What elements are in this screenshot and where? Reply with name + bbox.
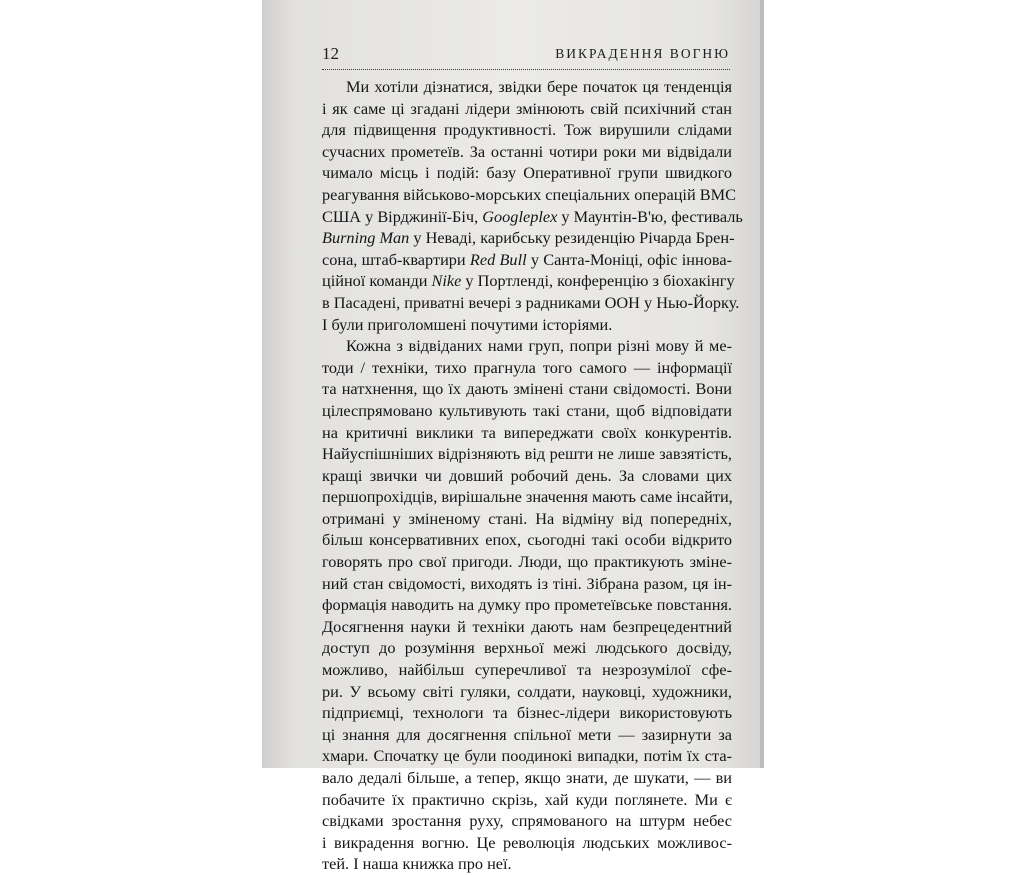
text-line	[322, 76, 732, 98]
text-line	[322, 227, 735, 249]
text-segment: ці знання для досягнення спільної мети — зазирнути за	[322, 724, 732, 744]
text-line	[322, 594, 732, 616]
text-line	[322, 832, 732, 854]
text-line	[322, 270, 735, 292]
text-segment: більш консервативних епох, сьогодні такі особи відкрито	[322, 530, 732, 550]
text-segment: США у Вірджинії-Біч,	[322, 206, 483, 226]
text-segment: у Санта-Моніці, офіс іннова-	[526, 249, 732, 269]
text-segment: у Портленді, конференцію з біохакінгу	[461, 271, 735, 291]
text-segment: для підвищення продуктивності. Тож вирушили слідами	[322, 120, 732, 140]
text-segment: свідками зростання руху, спрямованого на штурм небес	[322, 811, 732, 831]
text-segment: сона, штаб-квартири	[322, 249, 470, 269]
page-header	[322, 44, 730, 66]
text-segment: побачите їх практично скрізь, хай куди поглянете. Ми є	[322, 789, 732, 809]
text-segment: говорять про свої пригоди. Люди, що практикують змінe-	[322, 552, 732, 572]
text-segment: у Маунтін-В'ю, фестиваль	[557, 206, 743, 226]
text-line	[322, 508, 732, 530]
text-line	[322, 184, 736, 206]
text-segment: Найуспішніших відрізняють від решти не лише завзятість,	[322, 444, 732, 464]
text-line	[322, 335, 732, 357]
text-segment: ційної команди	[322, 271, 432, 291]
text-line	[322, 486, 732, 508]
text-line	[322, 422, 732, 444]
text-line	[322, 357, 732, 379]
text-segment: тей. І наша книжка про неї.	[322, 854, 512, 874]
text-line	[322, 789, 732, 811]
text-segment: Досягнення науки й техніки дають нам безпрецедентний	[322, 616, 732, 636]
text-line	[322, 529, 732, 551]
text-segment: ри. У всьому світі гуляки, солдати, науковці, художники,	[322, 681, 732, 701]
text-line	[322, 249, 732, 271]
text-segment: першопрохідців, вирішальне значення мають саме інсайти,	[322, 487, 733, 507]
running-title: ВИКРАДЕННЯ ВОГНЮ	[555, 46, 730, 61]
text-line	[322, 292, 740, 314]
text-line	[322, 551, 732, 573]
text-segment: в Пасадені, приватні вечері з радниками ООН у Нью-Йорку.	[322, 292, 740, 312]
italic-text: Red Bull	[469, 249, 527, 269]
italic-text: Burning Man	[322, 228, 410, 248]
text-segment: кращі звички чи довший робочий день. За словами цих	[322, 465, 732, 485]
italic-text: Googleplex	[482, 206, 558, 226]
text-segment: можливо, найбільш суперечливої та незрозумілої сфе-	[322, 660, 732, 680]
text-segment: І були приголомшені почутими історіями.	[322, 314, 613, 334]
header-divider	[322, 69, 730, 70]
text-segment: отримані у зміненому стані. На відміну від попередніх,	[322, 508, 732, 528]
text-segment: сучасних прометеїв. За останні чотири роки ми відвідали	[322, 141, 732, 161]
text-segment: доступ до розуміння верхньої межі людського досвіду,	[322, 638, 732, 658]
text-segment: і як саме ці згадані лідери змінюють свій психічний стан	[322, 98, 732, 118]
text-segment: та натхнення, що їх дають змінені стани свідомості. Вони	[322, 379, 732, 399]
text-line	[322, 745, 732, 767]
text-line	[322, 767, 732, 789]
text-line	[322, 681, 732, 703]
text-segment: Кожна з відвіданих нами груп, попри різні мову й ме-	[346, 336, 732, 356]
body-text	[322, 76, 743, 875]
text-line	[322, 378, 732, 400]
text-segment: цілеспрямовано культивують такі стани, щоб відповідати	[322, 400, 732, 420]
text-segment: Ми хотіли дізнатися, звідки бере початок ця тенденція	[346, 77, 732, 96]
text-line	[322, 400, 732, 422]
text-line	[322, 853, 732, 875]
text-line	[322, 637, 732, 659]
text-line	[322, 206, 743, 228]
paragraph	[322, 76, 743, 335]
text-line	[322, 443, 732, 465]
text-line	[322, 141, 732, 163]
page-edge-shadow	[760, 0, 764, 768]
text-line	[322, 616, 732, 638]
text-segment: ний стан свідомості, виходять із тіні. Зібрана разом, ця ін-	[322, 573, 732, 593]
text-segment: вало дедалі більше, а тепер, якщо знати, де шукати, — ви	[322, 768, 732, 787]
text-line	[322, 724, 732, 746]
text-line	[322, 659, 732, 681]
text-segment: хмари. Спочатку це були поодинокі випадки, потім їх ста-	[322, 746, 732, 766]
text-line	[322, 314, 732, 336]
text-segment: чимало місць і подій: базу Оперативної групи швидкого	[322, 163, 732, 183]
text-line	[322, 162, 732, 184]
text-segment: і викрадення вогню. Це революція людських можливос-	[322, 832, 732, 852]
page-number: 12	[322, 44, 339, 63]
paragraph	[322, 335, 732, 875]
italic-text: Nike	[431, 271, 462, 291]
text-line	[322, 465, 732, 487]
text-segment: формація наводить на думку про прометеївське повстання.	[322, 595, 732, 615]
text-segment: тоди / техніки, тихо прагнула того самого — інформації	[322, 357, 732, 377]
text-segment: реагування військово-морських спеціальних операцій ВМС	[322, 184, 736, 204]
text-line	[322, 119, 732, 141]
text-line	[322, 810, 732, 832]
text-line	[322, 98, 732, 120]
text-segment: підприємці, технологи та бізнес-лідери використовують	[322, 703, 732, 723]
text-segment: у Неваді, карибську резиденцію Річарда Брен-	[409, 228, 735, 248]
text-line	[322, 702, 732, 724]
text-line	[322, 573, 732, 595]
text-segment: на критичні виклики та випереджати своїх конкурентів.	[322, 422, 732, 442]
